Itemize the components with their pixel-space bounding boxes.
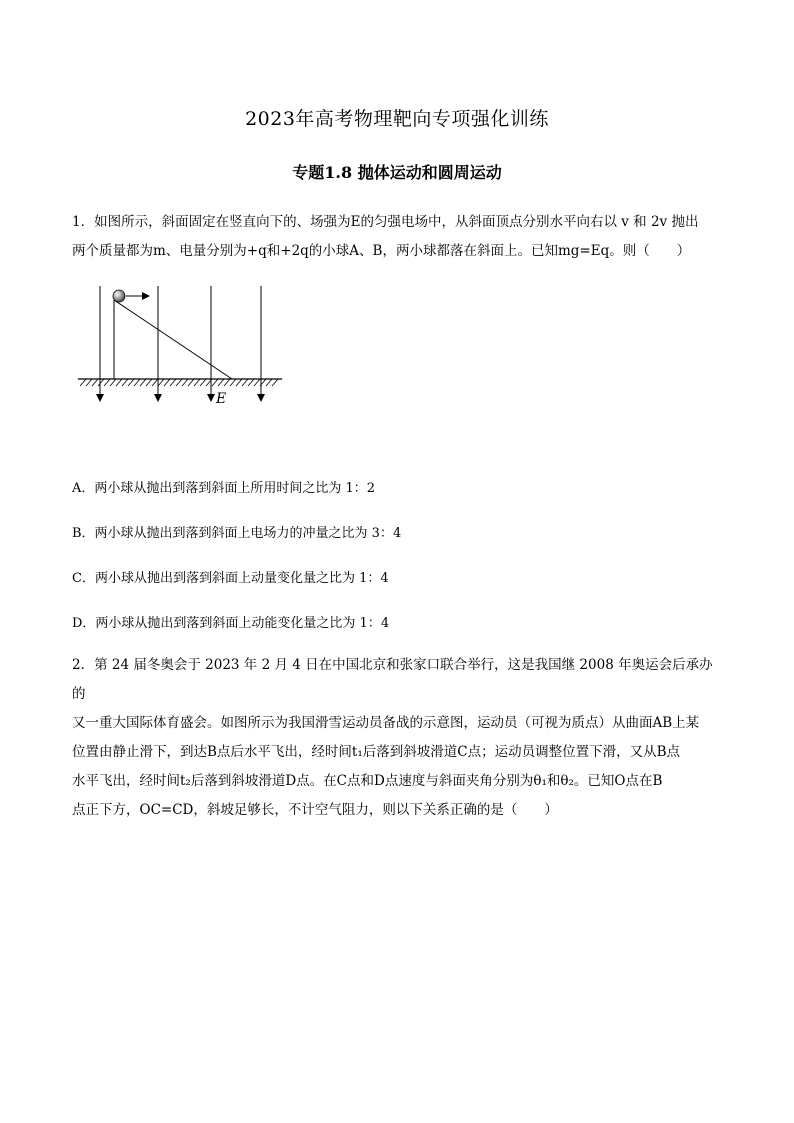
- option-c: C．两小球从抛出到落到斜面上动量变化量之比为 1：4: [72, 571, 389, 586]
- electric-field-incline-diagram: [72, 282, 292, 412]
- page-subtitle: 专题1.8 抛体运动和圆周运动: [292, 163, 502, 182]
- field-label-E: E: [216, 391, 227, 407]
- question-1-line-2: 两个质量都为m、电量分别为+q和+2q的小球A、B，两小球都落在斜面上。已知mg=Eq。则（ ）: [72, 243, 691, 259]
- option-d: D．两小球从抛出到落到斜面上动能变化量之比为 1：4: [72, 616, 390, 631]
- question-1-text: [72, 208, 724, 266]
- question-2-line-2: 又一重大国际体育盛会。如图所示为我国滑雪运动员备战的示意图，运动员（可视为质点）从曲面AB上某: [72, 715, 700, 731]
- option-a: A．两小球从抛出到落到斜面上所用时间之比为 1：2: [72, 481, 376, 496]
- incline-slope: [114, 300, 232, 379]
- question-1-line-1: 1．如图所示，斜面固定在竖直向下的、场强为E的匀强电场中，从斜面顶点分别水平向右以 v 和 2v 抛出: [72, 214, 699, 230]
- question-2-text: [72, 651, 724, 825]
- question-2-line-4: 水平飞出，经时间t₂后落到斜坡滑道D点。在C点和D点速度与斜面夹角分别为θ₁和θ₂。已知O点在B: [72, 773, 663, 789]
- option-b: B．两小球从抛出到落到斜面上电场力的冲量之比为 3：4: [72, 526, 402, 541]
- ball: [113, 290, 125, 302]
- question-1-figure: [72, 282, 292, 416]
- question-2-line-3: 位置由静止滑下，到达B点后水平飞出，经时间t₁后落到斜坡滑道C点；运动员调整位置下滑，又从B点: [72, 744, 681, 760]
- page-title: 2023年高考物理靶向专项强化训练: [245, 108, 549, 130]
- ground-hatching: [80, 379, 278, 386]
- question-2-line-5: 点正下方，OC=CD，斜坡足够长，不计空气阻力，则以下关系正确的是（ ）: [72, 802, 558, 818]
- question-2-line-1: 2．第 24 届冬奥会于 2023 年 2 月 4 日在中国北京和张家口联合举行，这是我国继 2008 年奥运会后承办的: [72, 657, 713, 702]
